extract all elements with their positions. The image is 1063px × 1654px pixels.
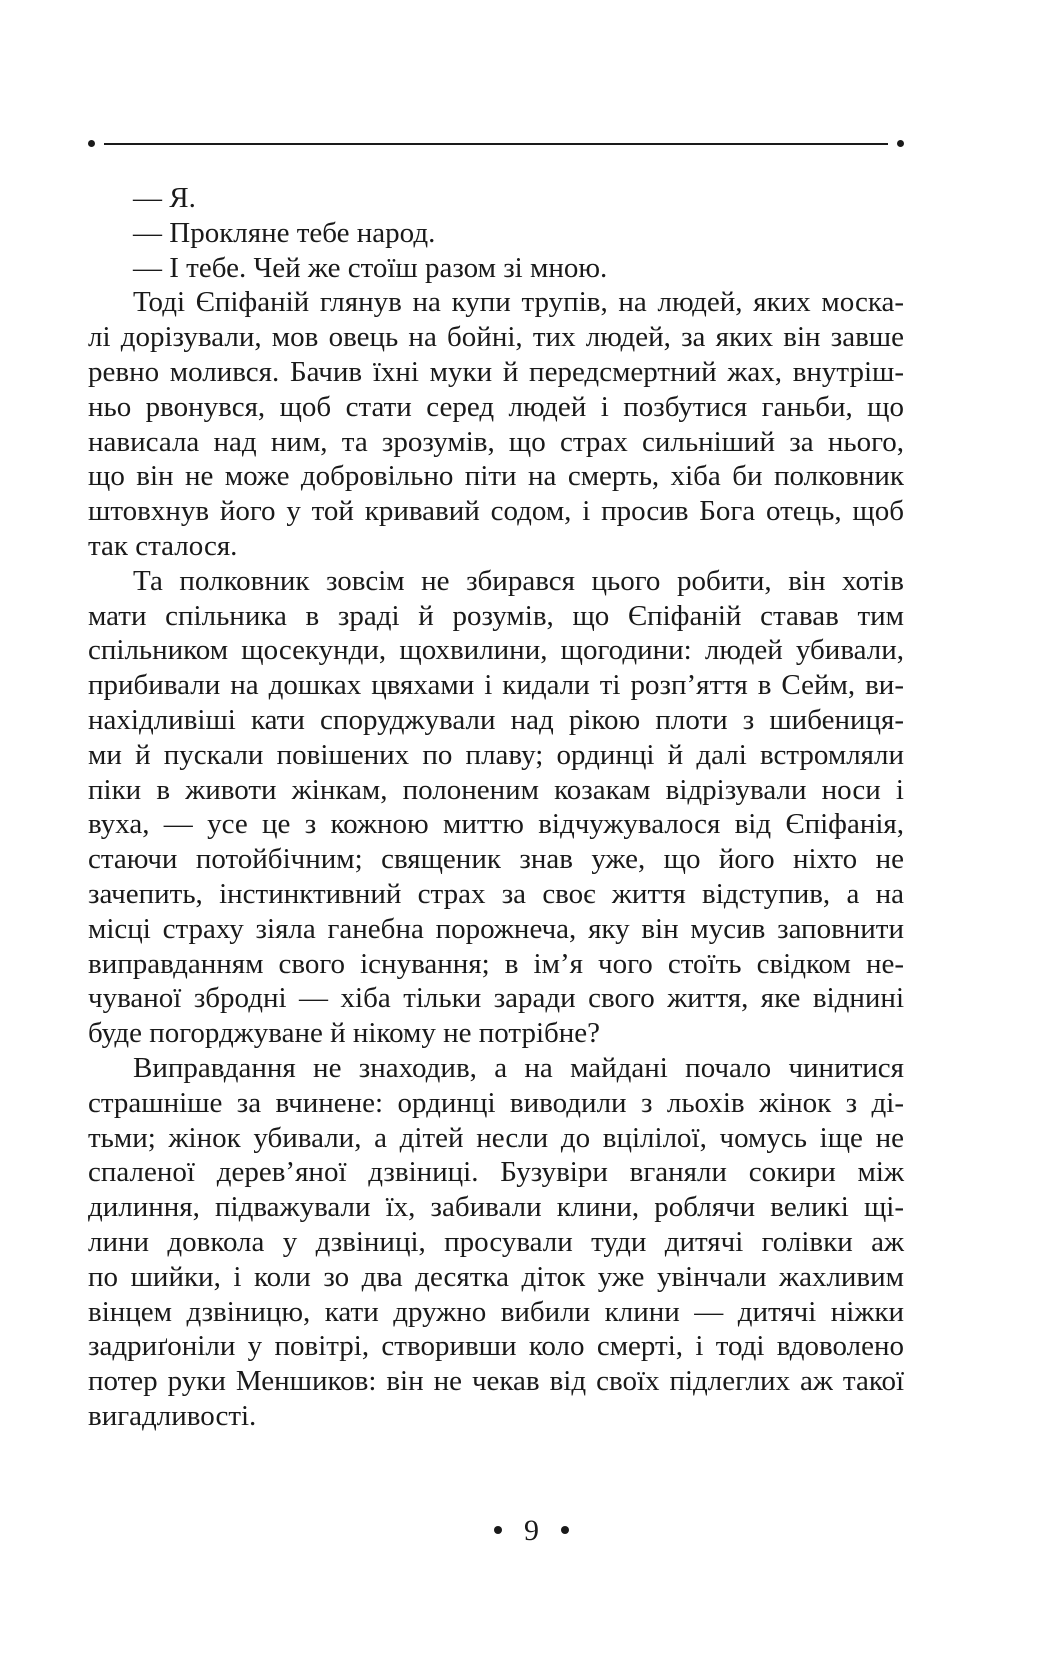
text-line: що він не може добровільно піти на смерть, хіба би полковник [88, 460, 904, 493]
dialogue-line: — Прокляне тебе народ. [133, 216, 436, 249]
text-line: місці страху зіяла ганебна порожнеча, яку він мусив заповнити [88, 912, 904, 945]
text-line: ревно молився. Бачив їхні муки й передсмертний жах, внутріш- [88, 355, 904, 388]
text-line: Тоді Єпіфаній глянув на купи трупів, на людей, яких моска- [133, 286, 904, 319]
dialogue-line: — Я. [133, 182, 196, 214]
text-line: нахідливіші кати споруджували над рікою плоти з шибениця- [88, 703, 904, 736]
text-line: зачепить, інстинктивний страх за своє життя відступив, а на [88, 877, 904, 910]
text-line: потер руки Меншиков: він не чекав від своїх підлеглих аж такої [88, 1365, 904, 1398]
page-footer [0, 1516, 1063, 1546]
text-line: так сталося. [88, 529, 238, 562]
dialogue-line: — І тебе. Чей же стоїш разом зі мною. [133, 251, 608, 284]
text-line: дилиння, підважували їх, забивали клини, роблячи великі щі- [88, 1191, 904, 1224]
header-rule [88, 138, 904, 150]
text-line: лини довкола у дзвіниці, просували туди дитячі голівки аж [88, 1225, 904, 1258]
text-line: спаленої дерев’яної дзвіниці. Бузувіри вганяли сокири між [88, 1156, 904, 1189]
text-line: спільником щосекунди, щохвилини, щогодини: людей убивали, [88, 634, 904, 667]
text-line: Виправдання не знаходив, а на майдані почало чинитися [133, 1051, 904, 1084]
text-line: задриґоніли у повітрі, створивши коло смерті, і тоді вдоволено [88, 1330, 904, 1363]
text-line: штовхнув його у той кривавий содом, і просив Бога отець, щоб [88, 495, 904, 528]
text-line: страшніше за вчинене: ординці виводили з льохів жінок з ді- [88, 1086, 904, 1119]
text-line: прибивали на дошках цвяхами і кидали ті розп’яття в Сейм, ви- [88, 669, 904, 702]
text-line: тьми; жінок убивали, а дітей несли до вцілілої, чомусь іще не [88, 1121, 904, 1154]
footer-dot-left [494, 1526, 502, 1534]
text-line: ньо рвонувся, щоб стати серед людей і позбутися ганьби, що [88, 390, 904, 423]
page-number: 9 [524, 1514, 539, 1547]
text-line: лі дорізували, мов овець на бойні, тих людей, за яких він завше [88, 321, 904, 354]
body-text [88, 181, 904, 1434]
text-line: по шийки, і коли зо два десятка діток уже увінчали жахливим [88, 1260, 904, 1293]
text-line: вінцем дзвіницю, кати дружно вибили клини — дитячі ніжки [88, 1295, 904, 1328]
text-line: піки в животи жінкам, полоненим козакам відрізували носи і [88, 773, 904, 806]
text-line: чуваної збродні — хіба тільки заради свого життя, яке віднині [88, 982, 904, 1015]
header-rule-dot-right [897, 140, 904, 147]
text-line: вуха, — усе це з кожною миттю відчужувалося від Єпіфанія, [88, 808, 904, 841]
text-line: буде погорджуване й нікому не потрібне? [88, 1017, 601, 1050]
text-line: виправданням свого існування; в ім’я чого стоїть свідком не- [88, 947, 904, 980]
footer-dot-right [561, 1526, 569, 1534]
header-rule-line [104, 143, 888, 145]
text-line: стаючи потойбічним; священик знав уже, що його ніхто не [88, 843, 904, 876]
text-line: нависала над ним, та зрозумів, що страх сильніший за нього, [88, 425, 904, 458]
text-line: мати спільника в зраді й розумів, що Єпіфаній ставав тим [88, 599, 904, 632]
text-line: Та полковник зовсім не збирався цього робити, він хотів [133, 564, 904, 597]
text-line: вигадливості. [88, 1399, 257, 1432]
header-rule-dot-left [88, 140, 95, 147]
text-line: ми й пускали повішених по плаву; ординці й далі встромляли [88, 738, 904, 771]
